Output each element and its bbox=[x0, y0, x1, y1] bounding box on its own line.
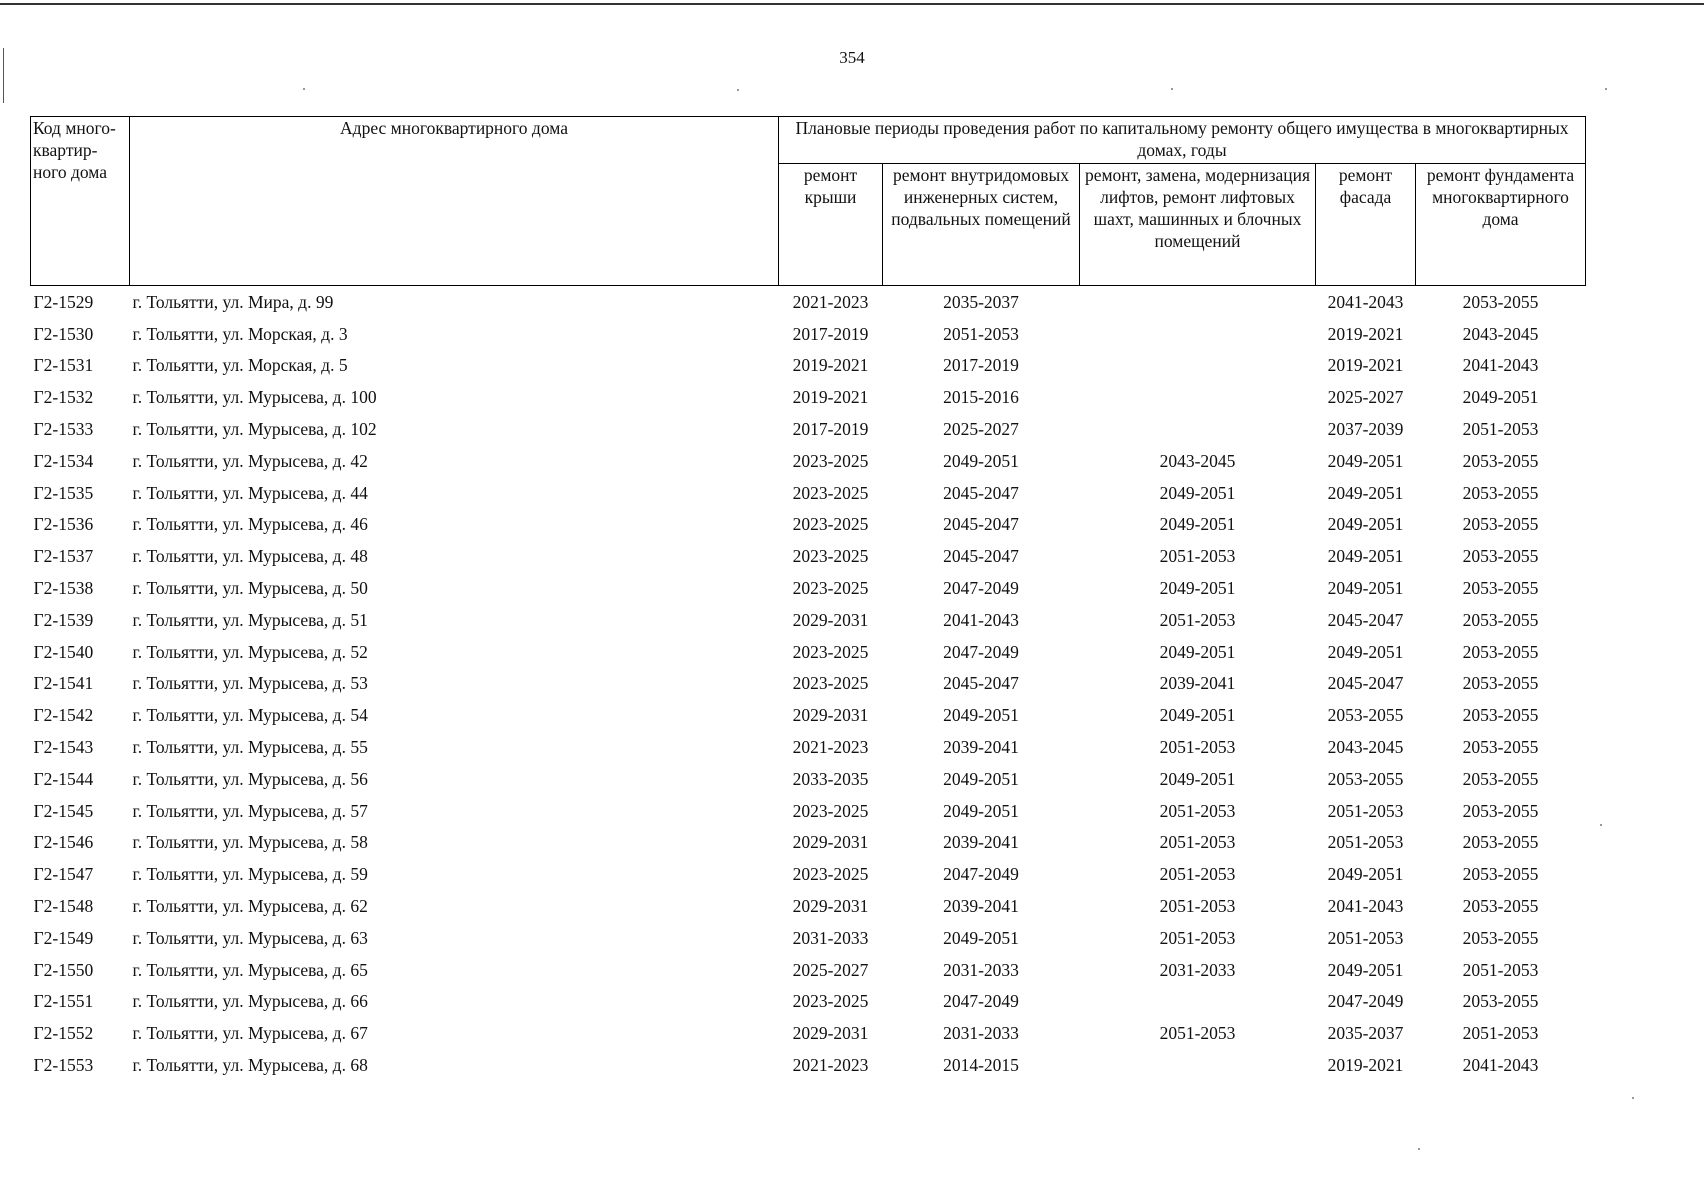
systems-period-cell: 2045-2047 bbox=[943, 482, 1019, 503]
foundation-period-cell: 2053-2055 bbox=[1462, 768, 1539, 789]
lifts-period-cell: 2051-2053 bbox=[1159, 609, 1236, 630]
systems-period-cell: 2047-2049 bbox=[943, 578, 1019, 599]
scan-speck bbox=[1605, 88, 1607, 90]
address-cell: г. Тольятти, ул. Морская, д. 5 bbox=[132, 355, 348, 376]
table-row bbox=[31, 636, 1586, 668]
foundation-period-cell: 2051-2053 bbox=[1462, 959, 1539, 980]
table-row bbox=[31, 318, 1586, 350]
facade-period-cell: 2037-2039 bbox=[1327, 419, 1404, 440]
address-cell: г. Тольятти, ул. Мурысева, д. 57 bbox=[132, 800, 368, 821]
systems-period-cell: 2047-2049 bbox=[943, 991, 1019, 1012]
foundation-period-cell: 2053-2055 bbox=[1462, 896, 1539, 917]
foundation-period-cell: 2053-2055 bbox=[1462, 291, 1539, 312]
address-cell: г. Тольятти, ул. Мурысева, д. 100 bbox=[132, 387, 377, 408]
lifts-period-cell bbox=[1080, 286, 1316, 318]
table-row bbox=[31, 890, 1586, 922]
house-code-cell: Г2-1541 bbox=[33, 673, 94, 694]
facade-period-cell: 2041-2043 bbox=[1327, 896, 1404, 917]
header-house-code: Код много-квартир-ного дома bbox=[31, 117, 130, 286]
scan-speck bbox=[1600, 824, 1602, 826]
house-code-cell: Г2-1539 bbox=[33, 609, 94, 630]
roof-period-cell: 2023-2025 bbox=[792, 482, 869, 503]
house-code-cell: Г2-1543 bbox=[33, 737, 94, 758]
address-cell: г. Тольятти, ул. Мурысева, д. 54 bbox=[132, 705, 368, 726]
facade-period-cell: 2043-2045 bbox=[1327, 737, 1404, 758]
house-code-cell: Г2-1545 bbox=[33, 800, 94, 821]
facade-period-cell: 2049-2051 bbox=[1327, 578, 1404, 599]
address-cell: г. Тольятти, ул. Мурысева, д. 68 bbox=[132, 1055, 368, 1076]
facade-period-cell: 2053-2055 bbox=[1327, 768, 1404, 789]
address-cell: г. Тольятти, ул. Мурысева, д. 56 bbox=[132, 768, 368, 789]
address-cell: г. Тольятти, ул. Мурысева, д. 48 bbox=[132, 546, 368, 567]
house-code-cell: Г2-1542 bbox=[33, 705, 94, 726]
systems-period-cell: 2031-2033 bbox=[943, 959, 1019, 980]
foundation-period-cell: 2053-2055 bbox=[1462, 737, 1539, 758]
foundation-period-cell: 2053-2055 bbox=[1462, 546, 1539, 567]
lifts-period-cell: 2049-2051 bbox=[1159, 578, 1236, 599]
house-code-cell: Г2-1532 bbox=[33, 387, 94, 408]
foundation-period-cell: 2049-2051 bbox=[1462, 387, 1539, 408]
lifts-period-cell bbox=[1080, 350, 1316, 382]
systems-period-cell: 2014-2015 bbox=[943, 1055, 1019, 1076]
header-lifts-repair: ремонт, замена, модернизация лифтов, ремонт лифтовых шахт, машинных и блочных помещений bbox=[1080, 164, 1316, 286]
facade-period-cell: 2053-2055 bbox=[1327, 705, 1404, 726]
foundation-period-cell: 2053-2055 bbox=[1462, 832, 1539, 853]
address-cell: г. Тольятти, ул. Мурысева, д. 62 bbox=[132, 896, 368, 917]
roof-period-cell: 2029-2031 bbox=[792, 609, 869, 630]
systems-period-cell: 2039-2041 bbox=[943, 737, 1019, 758]
table-row bbox=[31, 954, 1586, 986]
house-code-cell: Г2-1535 bbox=[33, 482, 94, 503]
lifts-period-cell: 2049-2051 bbox=[1159, 705, 1236, 726]
foundation-period-cell: 2053-2055 bbox=[1462, 927, 1539, 948]
address-cell: г. Тольятти, ул. Мурысева, д. 59 bbox=[132, 864, 368, 885]
systems-period-cell: 2049-2051 bbox=[943, 800, 1019, 821]
house-code-cell: Г2-1546 bbox=[33, 832, 94, 853]
house-code-cell: Г2-1549 bbox=[33, 927, 94, 948]
lifts-period-cell: 2043-2045 bbox=[1159, 450, 1236, 471]
house-code-cell: Г2-1533 bbox=[33, 419, 94, 440]
foundation-period-cell: 2041-2043 bbox=[1462, 1055, 1539, 1076]
scan-speck bbox=[303, 88, 305, 90]
lifts-period-cell bbox=[1080, 381, 1316, 413]
table-row bbox=[31, 1017, 1586, 1049]
table-row bbox=[31, 540, 1586, 572]
table-row bbox=[31, 604, 1586, 636]
facade-period-cell: 2019-2021 bbox=[1327, 355, 1404, 376]
roof-period-cell: 2023-2025 bbox=[792, 641, 869, 662]
table-row bbox=[31, 381, 1586, 413]
facade-period-cell: 2049-2051 bbox=[1327, 959, 1404, 980]
table-row bbox=[31, 731, 1586, 763]
roof-period-cell: 2019-2021 bbox=[792, 387, 869, 408]
address-cell: г. Тольятти, ул. Мурысева, д. 51 bbox=[132, 609, 368, 630]
roof-period-cell: 2021-2023 bbox=[792, 1055, 869, 1076]
scan-speck bbox=[1632, 1097, 1634, 1099]
page-number: 354 bbox=[839, 48, 865, 67]
facade-period-cell: 2051-2053 bbox=[1327, 832, 1404, 853]
header-planned-periods: Плановые периоды проведения работ по капитальному ремонту общего имущества в многоквартирных домах, годы bbox=[779, 117, 1586, 164]
facade-period-cell: 2049-2051 bbox=[1327, 514, 1404, 535]
house-code-cell: Г2-1529 bbox=[33, 291, 94, 312]
lifts-period-cell: 2049-2051 bbox=[1159, 641, 1236, 662]
address-cell: г. Тольятти, ул. Мурысева, д. 67 bbox=[132, 1023, 368, 1044]
facade-period-cell: 2051-2053 bbox=[1327, 927, 1404, 948]
house-code-cell: Г2-1536 bbox=[33, 514, 94, 535]
facade-period-cell: 2049-2051 bbox=[1327, 546, 1404, 567]
roof-period-cell: 2029-2031 bbox=[792, 705, 869, 726]
systems-period-cell: 2049-2051 bbox=[943, 450, 1019, 471]
foundation-period-cell: 2053-2055 bbox=[1462, 450, 1539, 471]
foundation-period-cell: 2053-2055 bbox=[1462, 641, 1539, 662]
roof-period-cell: 2029-2031 bbox=[792, 832, 869, 853]
facade-period-cell: 2019-2021 bbox=[1327, 323, 1404, 344]
roof-period-cell: 2023-2025 bbox=[792, 514, 869, 535]
header-address: Адрес многоквартирного дома bbox=[130, 117, 779, 286]
address-cell: г. Тольятти, ул. Мурысева, д. 66 bbox=[132, 991, 368, 1012]
facade-period-cell: 2045-2047 bbox=[1327, 673, 1404, 694]
lifts-period-cell: 2051-2053 bbox=[1159, 800, 1236, 821]
address-cell: г. Тольятти, ул. Мурысева, д. 55 bbox=[132, 737, 368, 758]
systems-period-cell: 2045-2047 bbox=[943, 514, 1019, 535]
roof-period-cell: 2029-2031 bbox=[792, 1023, 869, 1044]
lifts-period-cell: 2051-2053 bbox=[1159, 864, 1236, 885]
roof-period-cell: 2023-2025 bbox=[792, 864, 869, 885]
house-code-cell: Г2-1531 bbox=[33, 355, 94, 376]
foundation-period-cell: 2053-2055 bbox=[1462, 705, 1539, 726]
table-row bbox=[31, 763, 1586, 795]
foundation-period-cell: 2053-2055 bbox=[1462, 673, 1539, 694]
address-cell: г. Тольятти, ул. Мурысева, д. 52 bbox=[132, 641, 368, 662]
facade-period-cell: 2051-2053 bbox=[1327, 800, 1404, 821]
lifts-period-cell: 2051-2053 bbox=[1159, 546, 1236, 567]
systems-period-cell: 2035-2037 bbox=[943, 291, 1019, 312]
roof-period-cell: 2019-2021 bbox=[792, 355, 869, 376]
systems-period-cell: 2049-2051 bbox=[943, 768, 1019, 789]
systems-period-cell: 2025-2027 bbox=[943, 419, 1019, 440]
table-row bbox=[31, 827, 1586, 859]
systems-period-cell: 2051-2053 bbox=[943, 323, 1019, 344]
lifts-period-cell: 2051-2053 bbox=[1159, 927, 1236, 948]
roof-period-cell: 2021-2023 bbox=[792, 737, 869, 758]
address-cell: г. Тольятти, ул. Морская, д. 3 bbox=[132, 323, 348, 344]
foundation-period-cell: 2053-2055 bbox=[1462, 514, 1539, 535]
scan-speck bbox=[1171, 88, 1173, 90]
table-row bbox=[31, 445, 1586, 477]
table-row bbox=[31, 858, 1586, 890]
lifts-period-cell: 2049-2051 bbox=[1159, 514, 1236, 535]
lifts-period-cell: 2051-2053 bbox=[1159, 1023, 1236, 1044]
house-code-cell: Г2-1553 bbox=[33, 1055, 94, 1076]
house-code-cell: Г2-1538 bbox=[33, 578, 94, 599]
header-facade-repair: ремонт фасада bbox=[1316, 164, 1416, 286]
roof-period-cell: 2025-2027 bbox=[792, 959, 869, 980]
address-cell: г. Тольятти, ул. Мурысева, д. 58 bbox=[132, 832, 368, 853]
systems-period-cell: 2017-2019 bbox=[943, 355, 1019, 376]
systems-period-cell: 2047-2049 bbox=[943, 864, 1019, 885]
roof-period-cell: 2023-2025 bbox=[792, 991, 869, 1012]
table-row bbox=[31, 668, 1586, 700]
roof-period-cell: 2023-2025 bbox=[792, 800, 869, 821]
house-code-cell: Г2-1530 bbox=[33, 323, 94, 344]
roof-period-cell: 2017-2019 bbox=[792, 323, 869, 344]
lifts-period-cell: 2051-2053 bbox=[1159, 737, 1236, 758]
foundation-period-cell: 2053-2055 bbox=[1462, 800, 1539, 821]
roof-period-cell: 2023-2025 bbox=[792, 450, 869, 471]
table-row bbox=[31, 1049, 1586, 1081]
address-cell: г. Тольятти, ул. Мурысева, д. 46 bbox=[132, 514, 368, 535]
table-row bbox=[31, 795, 1586, 827]
repair-schedule-table bbox=[30, 116, 1586, 1081]
systems-period-cell: 2047-2049 bbox=[943, 641, 1019, 662]
systems-period-cell: 2041-2043 bbox=[943, 609, 1019, 630]
table-row bbox=[31, 922, 1586, 954]
foundation-period-cell: 2053-2055 bbox=[1462, 864, 1539, 885]
lifts-period-cell bbox=[1080, 1049, 1316, 1081]
table-row bbox=[31, 509, 1586, 541]
lifts-period-cell bbox=[1080, 413, 1316, 445]
roof-period-cell: 2017-2019 bbox=[792, 419, 869, 440]
facade-period-cell: 2049-2051 bbox=[1327, 482, 1404, 503]
systems-period-cell: 2045-2047 bbox=[943, 673, 1019, 694]
foundation-period-cell: 2053-2055 bbox=[1462, 609, 1539, 630]
roof-period-cell: 2023-2025 bbox=[792, 578, 869, 599]
systems-period-cell: 2045-2047 bbox=[943, 546, 1019, 567]
house-code-cell: Г2-1552 bbox=[33, 1023, 94, 1044]
table-row bbox=[31, 477, 1586, 509]
lifts-period-cell: 2039-2041 bbox=[1159, 673, 1236, 694]
systems-period-cell: 2039-2041 bbox=[943, 832, 1019, 853]
address-cell: г. Тольятти, ул. Мурысева, д. 53 bbox=[132, 673, 368, 694]
lifts-period-cell: 2031-2033 bbox=[1159, 959, 1236, 980]
lifts-period-cell bbox=[1080, 986, 1316, 1018]
facade-period-cell: 2019-2021 bbox=[1327, 1055, 1404, 1076]
table-row bbox=[31, 986, 1586, 1018]
top-border-line bbox=[0, 3, 1704, 5]
house-code-cell: Г2-1551 bbox=[33, 991, 94, 1012]
table-row bbox=[31, 413, 1586, 445]
table-row bbox=[31, 572, 1586, 604]
foundation-period-cell: 2053-2055 bbox=[1462, 578, 1539, 599]
systems-period-cell: 2031-2033 bbox=[943, 1023, 1019, 1044]
house-code-cell: Г2-1547 bbox=[33, 864, 94, 885]
foundation-period-cell: 2053-2055 bbox=[1462, 482, 1539, 503]
house-code-cell: Г2-1534 bbox=[33, 450, 94, 471]
scan-speck bbox=[1418, 1148, 1420, 1150]
systems-period-cell: 2049-2051 bbox=[943, 705, 1019, 726]
facade-period-cell: 2035-2037 bbox=[1327, 1023, 1404, 1044]
address-cell: г. Тольятти, ул. Мурысева, д. 44 bbox=[132, 482, 368, 503]
foundation-period-cell: 2051-2053 bbox=[1462, 419, 1539, 440]
lifts-period-cell: 2051-2053 bbox=[1159, 832, 1236, 853]
header-engineering-systems: ремонт внутридомовых инженерных систем, подвальных помещений bbox=[883, 164, 1080, 286]
roof-period-cell: 2031-2033 bbox=[792, 927, 869, 948]
scan-speck bbox=[737, 89, 739, 91]
house-code-cell: Г2-1537 bbox=[33, 546, 94, 567]
table-row bbox=[31, 699, 1586, 731]
address-cell: г. Тольятти, ул. Мурысева, д. 63 bbox=[132, 927, 368, 948]
roof-period-cell: 2023-2025 bbox=[792, 546, 869, 567]
foundation-period-cell: 2043-2045 bbox=[1462, 323, 1539, 344]
table-row bbox=[31, 286, 1586, 318]
foundation-period-cell: 2041-2043 bbox=[1462, 355, 1539, 376]
foundation-period-cell: 2053-2055 bbox=[1462, 991, 1539, 1012]
systems-period-cell: 2039-2041 bbox=[943, 896, 1019, 917]
facade-period-cell: 2025-2027 bbox=[1327, 387, 1404, 408]
roof-period-cell: 2033-2035 bbox=[792, 768, 869, 789]
foundation-period-cell: 2051-2053 bbox=[1462, 1023, 1539, 1044]
roof-period-cell: 2021-2023 bbox=[792, 291, 869, 312]
lifts-period-cell: 2051-2053 bbox=[1159, 896, 1236, 917]
facade-period-cell: 2041-2043 bbox=[1327, 291, 1404, 312]
house-code-cell: Г2-1548 bbox=[33, 896, 94, 917]
address-cell: г. Тольятти, ул. Мурысева, д. 50 bbox=[132, 578, 368, 599]
address-cell: г. Тольятти, ул. Мира, д. 99 bbox=[132, 291, 334, 312]
address-cell: г. Тольятти, ул. Мурысева, д. 65 bbox=[132, 959, 368, 980]
lifts-period-cell bbox=[1080, 318, 1316, 350]
facade-period-cell: 2045-2047 bbox=[1327, 609, 1404, 630]
facade-period-cell: 2049-2051 bbox=[1327, 641, 1404, 662]
house-code-cell: Г2-1544 bbox=[33, 768, 94, 789]
lifts-period-cell: 2049-2051 bbox=[1159, 482, 1236, 503]
table-row bbox=[31, 350, 1586, 382]
header-foundation-repair: ремонт фундамента многоквартирного дома bbox=[1416, 164, 1586, 286]
house-code-cell: Г2-1550 bbox=[33, 959, 94, 980]
systems-period-cell: 2049-2051 bbox=[943, 927, 1019, 948]
facade-period-cell: 2049-2051 bbox=[1327, 450, 1404, 471]
facade-period-cell: 2049-2051 bbox=[1327, 864, 1404, 885]
lifts-period-cell: 2049-2051 bbox=[1159, 768, 1236, 789]
roof-period-cell: 2023-2025 bbox=[792, 673, 869, 694]
systems-period-cell: 2015-2016 bbox=[943, 387, 1019, 408]
roof-period-cell: 2029-2031 bbox=[792, 896, 869, 917]
header-roof-repair: ремонт крыши bbox=[779, 164, 883, 286]
house-code-cell: Г2-1540 bbox=[33, 641, 94, 662]
address-cell: г. Тольятти, ул. Мурысева, д. 102 bbox=[132, 419, 377, 440]
address-cell: г. Тольятти, ул. Мурысева, д. 42 bbox=[132, 450, 368, 471]
facade-period-cell: 2047-2049 bbox=[1327, 991, 1404, 1012]
